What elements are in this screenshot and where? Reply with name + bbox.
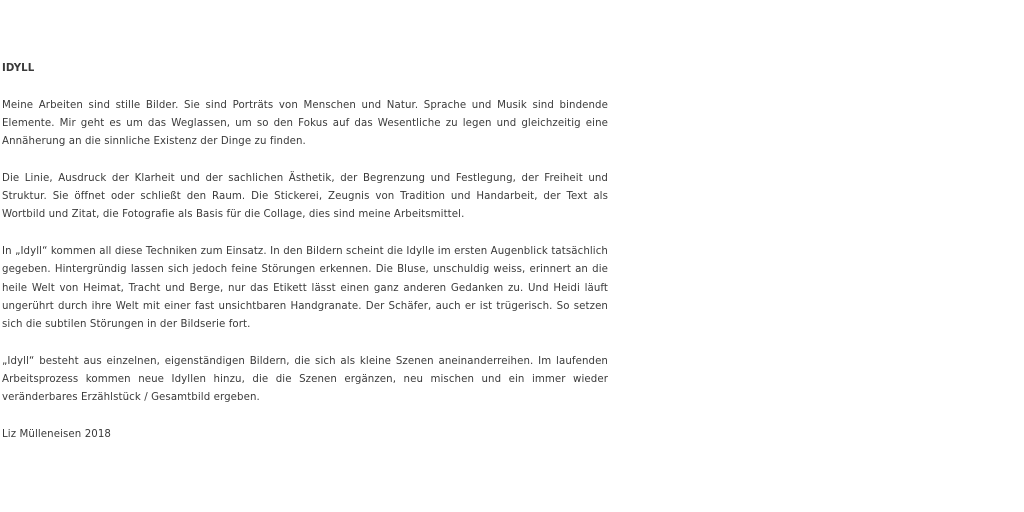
- paragraph-idyll-series: In „Idyll“ kommen all diese Techniken zum Einsatz. In den Bildern scheint die Idylle im ersten Augenblick tatsächlich gegeben. Hintergründig lassen sich jedoch feine Störungen erkennen. Die Bluse, unschuldig weiss, erinnert an die heile Welt von Heimat, Tracht und Berge, nur das Etikett lässt einen ganz anderen Gedanken zu. Und Heidi läuft ungerührt durch ihre Welt mit einer fast unsichtbaren Handgranate. Der Schäfer, auch er ist trügerisch. So setzen sich die subtilen Störungen in der Bildserie fort.: [2, 245, 608, 331]
- paragraph-work-process: „Idyll“ besteht aus einzelnen, eigenständigen Bildern, die sich als kleine Szenen aneinanderreihen. Im laufenden Arbeitsprozess kommen neue Idyllen hinzu, die die Szenen ergänzen, neu mischen und ein immer wieder veränderbares Erzählstück / Gesamtbild ergeben.: [2, 355, 608, 404]
- paragraph-intro: Meine Arbeiten sind stille Bilder. Sie sind Porträts von Menschen und Natur. Sprache und Musik sind bindende Elemente. Mir geht es um das Weglassen, um so den Fokus auf das Wesentliche zu legen und gleichzeitig eine Annäherung an die sinnliche Existenz der Dinge zu finden.: [2, 99, 608, 148]
- paragraph-techniques: Die Linie, Ausdruck der Klarheit und der sachlichen Ästhetik, der Begrenzung und Festlegung, der Freiheit und Struktur. Sie öffnet oder schließt den Raum. Die Stickerei, Zeugnis von Tradition und Handarbeit, der Text als Wortbild und Zitat, die Fotografie als Basis für die Collage, dies sind meine Arbeitsmittel.: [2, 172, 608, 221]
- document-title: IDYLL: [2, 63, 35, 74]
- document-body: [2, 60, 608, 444]
- author-signature: Liz Mülleneisen 2018: [2, 428, 112, 440]
